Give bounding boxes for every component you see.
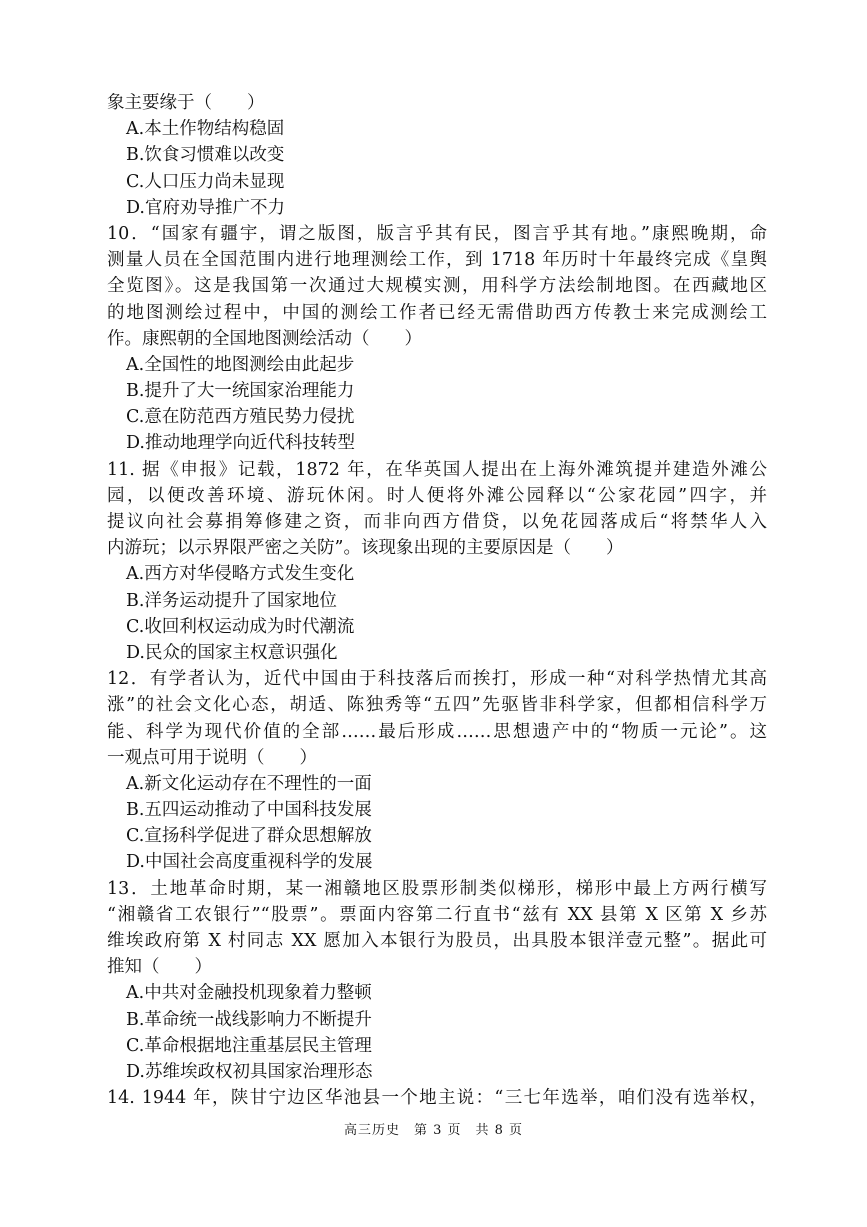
question-stem-line: 涨”的社会文化心态，胡适、陈独秀等“五四”先驱皆非科学家，但都相信科学万 [107, 695, 767, 716]
question-stem-line: 的地图测绘过程中，中国的测绘工作者已经无需借助西方传教士来完成测绘工 [107, 302, 767, 323]
option-d: D.官府劝导推广不力 [126, 197, 285, 218]
question-10 [107, 221, 767, 457]
question-stem-line: 内游玩；以示界限严密之关防”。该现象出现的主要原因是（ ） [107, 538, 624, 559]
option-a: A.全国性的地图测绘由此起步 [126, 354, 355, 375]
option-a: A.本土作物结构稳固 [126, 119, 285, 140]
question-stem-line: 10．“国家有疆宇，谓之版图，版言乎其有民，图言乎其有地。”康熙晚期，命 [107, 223, 767, 244]
option-a: A.新文化运动存在不理性的一面 [126, 773, 372, 794]
question-stem-line: 11. 据《申报》记载，1872 年，在华英国人提出在上海外滩筑提并建造外滩公 [107, 459, 767, 480]
question-stem-line: 测量人员在全国范围内进行地理测绘工作，到 1718 年历时十年最终完成《皇舆 [107, 250, 767, 271]
question-stem-line: 能、科学为现代价值的全部……最后形成……思想遗产中的“物质一元论”。这 [107, 721, 767, 742]
question-stem-line: “湘赣省工农银行”“股票”。票面内容第二行直书“兹有 XX 县第 X 区第 X 乡苏 [107, 904, 767, 925]
question-stem-line: 12．有学者认为，近代中国由于科技落后而挨打，形成一种“对科学热情尤其高 [107, 669, 767, 690]
question-stem-line: 维埃政府第 X 村同志 XX 愿加入本银行为股员，出具股本银洋壹元整”。据此可 [107, 931, 767, 951]
option-b: B.五四运动推动了中国科技发展 [126, 800, 372, 821]
option-c: C.宣扬科学促进了群众思想解放 [126, 826, 372, 847]
option-d: D.民众的国家主权意识强化 [126, 642, 338, 663]
question-stem-line: 象主要缘于（ ） [107, 93, 265, 113]
page-footer: 高三历史 第 3 页 共 8 页 [343, 1123, 524, 1138]
question-stem-line: 园，以便改善环境、游玩休闲。时人便将外滩公园释以“公家花园”四字，并 [107, 485, 767, 506]
question-11 [107, 457, 767, 667]
option-d: D.推动地理学向近代科技转型 [126, 433, 355, 454]
option-d: D.苏维埃政权初具国家治理形态 [126, 1061, 373, 1082]
option-a: A.西方对华侵略方式发生变化 [126, 564, 355, 585]
option-b: B.洋务运动提升了国家地位 [126, 590, 337, 611]
option-c: C.意在防范西方殖民势力侵扰 [126, 407, 355, 428]
option-c: C.收回利权运动成为时代潮流 [126, 616, 355, 637]
question-13 [107, 876, 767, 1086]
question-stem-line: 一观点可用于说明（ ） [107, 747, 317, 768]
option-b: B.革命统一战线影响力不断提升 [126, 1009, 372, 1030]
option-a: A.中共对金融投机现象着力整顿 [126, 983, 372, 1004]
exam-page-content [107, 90, 767, 1111]
option-b: B.提升了大一统国家治理能力 [126, 381, 355, 402]
question-stem-line: 全览图》。这是我国第一次通过大规模实测，用科学方法绘制地图。在西藏地区 [107, 276, 767, 297]
question-14 [107, 1085, 767, 1111]
question-12 [107, 666, 767, 876]
question-stem-line: 14. 1944 年，陕甘宁边区华池县一个地主说：“三七年选举，咱们没有选举权， [107, 1088, 767, 1109]
option-d: D.中国社会高度重视科学的发展 [126, 852, 373, 873]
question-stem-line: 13．土地革命时期，某一湘赣地区股票形制类似梯形，梯形中最上方两行横写 [107, 878, 767, 899]
option-c: C.革命根据地注重基层民主管理 [126, 1035, 372, 1056]
question-stem-line: 推知（ ） [107, 957, 212, 978]
question-stem-line: 提议向社会募捐筹修建之资，而非向西方借贷，以免花园落成后“将禁华人入 [107, 512, 767, 532]
option-c: C.人口压力尚未显现 [126, 171, 285, 192]
question-9 [107, 90, 767, 221]
option-b: B.饮食习惯难以改变 [126, 145, 285, 166]
question-stem-line: 作。康熙朝的全国地图测绘活动（ ） [107, 328, 422, 349]
